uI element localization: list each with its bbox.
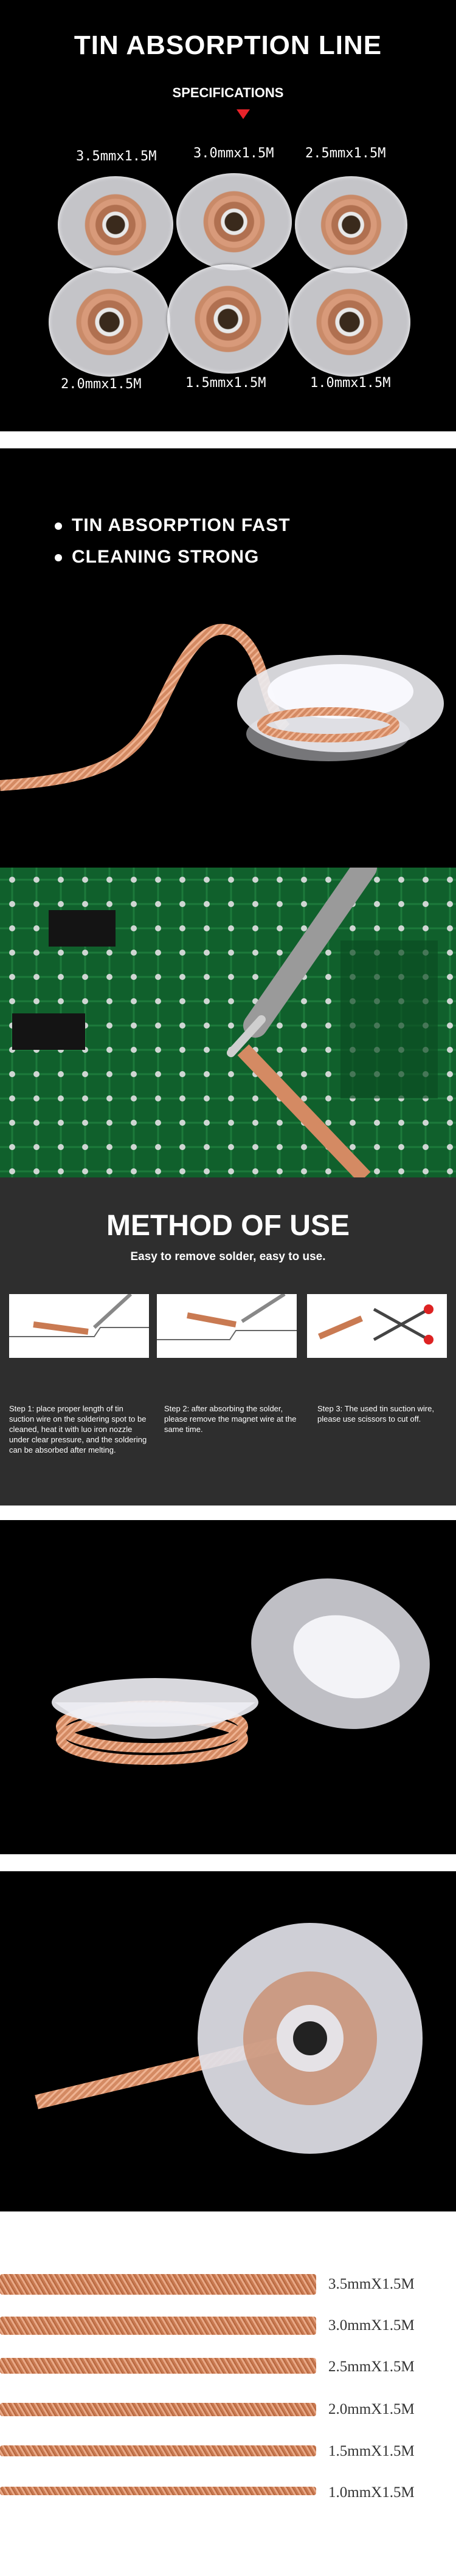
features-panel [0, 448, 456, 868]
step-3-text: Step 3: The used tin suction wire, please use scissors to cut off. [317, 1404, 434, 1423]
size-label: 3.0mmX1.5M [328, 2317, 415, 2334]
pcb-soldering-photo [0, 868, 456, 1177]
size-label: 1.5mmX1.5M [328, 2443, 415, 2459]
step-1-illustration [9, 1294, 149, 1358]
step-2-illustration [157, 1294, 297, 1358]
reel-image [49, 267, 170, 377]
page-title: TIN ABSORPTION LINE [74, 30, 382, 60]
reel-image [58, 176, 173, 273]
method-subtitle: Easy to remove solder, easy to use. [130, 1250, 326, 1263]
step-3-illustration [307, 1294, 447, 1358]
product-photo-reel [0, 1871, 456, 2211]
size-label: 3.5mmX1.5M [328, 2276, 415, 2292]
step-2-text: Step 2: after absorbing the solder, please remove the magnet wire at the same time. [164, 1404, 297, 1434]
specifications-subtitle: SPECIFICATIONS [172, 85, 284, 100]
spec-label: 2.5mmx1.5M [305, 146, 386, 161]
braid-1.0mm [0, 2487, 316, 2495]
feature-bullet: TIN ABSORPTION FAST [55, 515, 291, 536]
braid-3.0mm [0, 2317, 316, 2335]
spec-label: 1.5mmx1.5M [185, 375, 266, 391]
size-label: 2.5mmX1.5M [328, 2358, 415, 2375]
size-label: 1.0mmX1.5M [328, 2484, 415, 2501]
feature-bullet: CLEANING STRONG [55, 547, 259, 567]
spec-label: 3.5mmx1.5M [76, 149, 157, 164]
spec-label: 2.0mmx1.5M [61, 377, 142, 392]
step-1-text: Step 1: place proper length of tin suction wire on the soldering spot to be cleaned, heat it with luo iron nozzle under clear pressure, and the soldering can be absorbed after melting. [9, 1404, 147, 1454]
down-arrow-icon [237, 109, 250, 119]
braid-2.5mm [0, 2358, 316, 2374]
reel-image [295, 176, 407, 273]
specifications-panel [0, 0, 456, 431]
solder-wick-braid-image [0, 448, 456, 868]
product-photo-open [0, 1520, 456, 1854]
reel-image [167, 264, 289, 374]
braid-2.0mm [0, 2403, 316, 2416]
braid-3.5mm [0, 2274, 316, 2295]
spec-label: 1.0mmx1.5M [310, 375, 391, 391]
braid-1.5mm [0, 2445, 316, 2456]
sizes-comparison-panel [0, 2241, 456, 2576]
size-label: 2.0mmX1.5M [328, 2401, 415, 2417]
reel-image [289, 267, 410, 377]
method-title: METHOD OF USE [106, 1210, 350, 1242]
spec-label: 3.0mmx1.5M [193, 146, 274, 161]
reel-image [176, 173, 292, 270]
